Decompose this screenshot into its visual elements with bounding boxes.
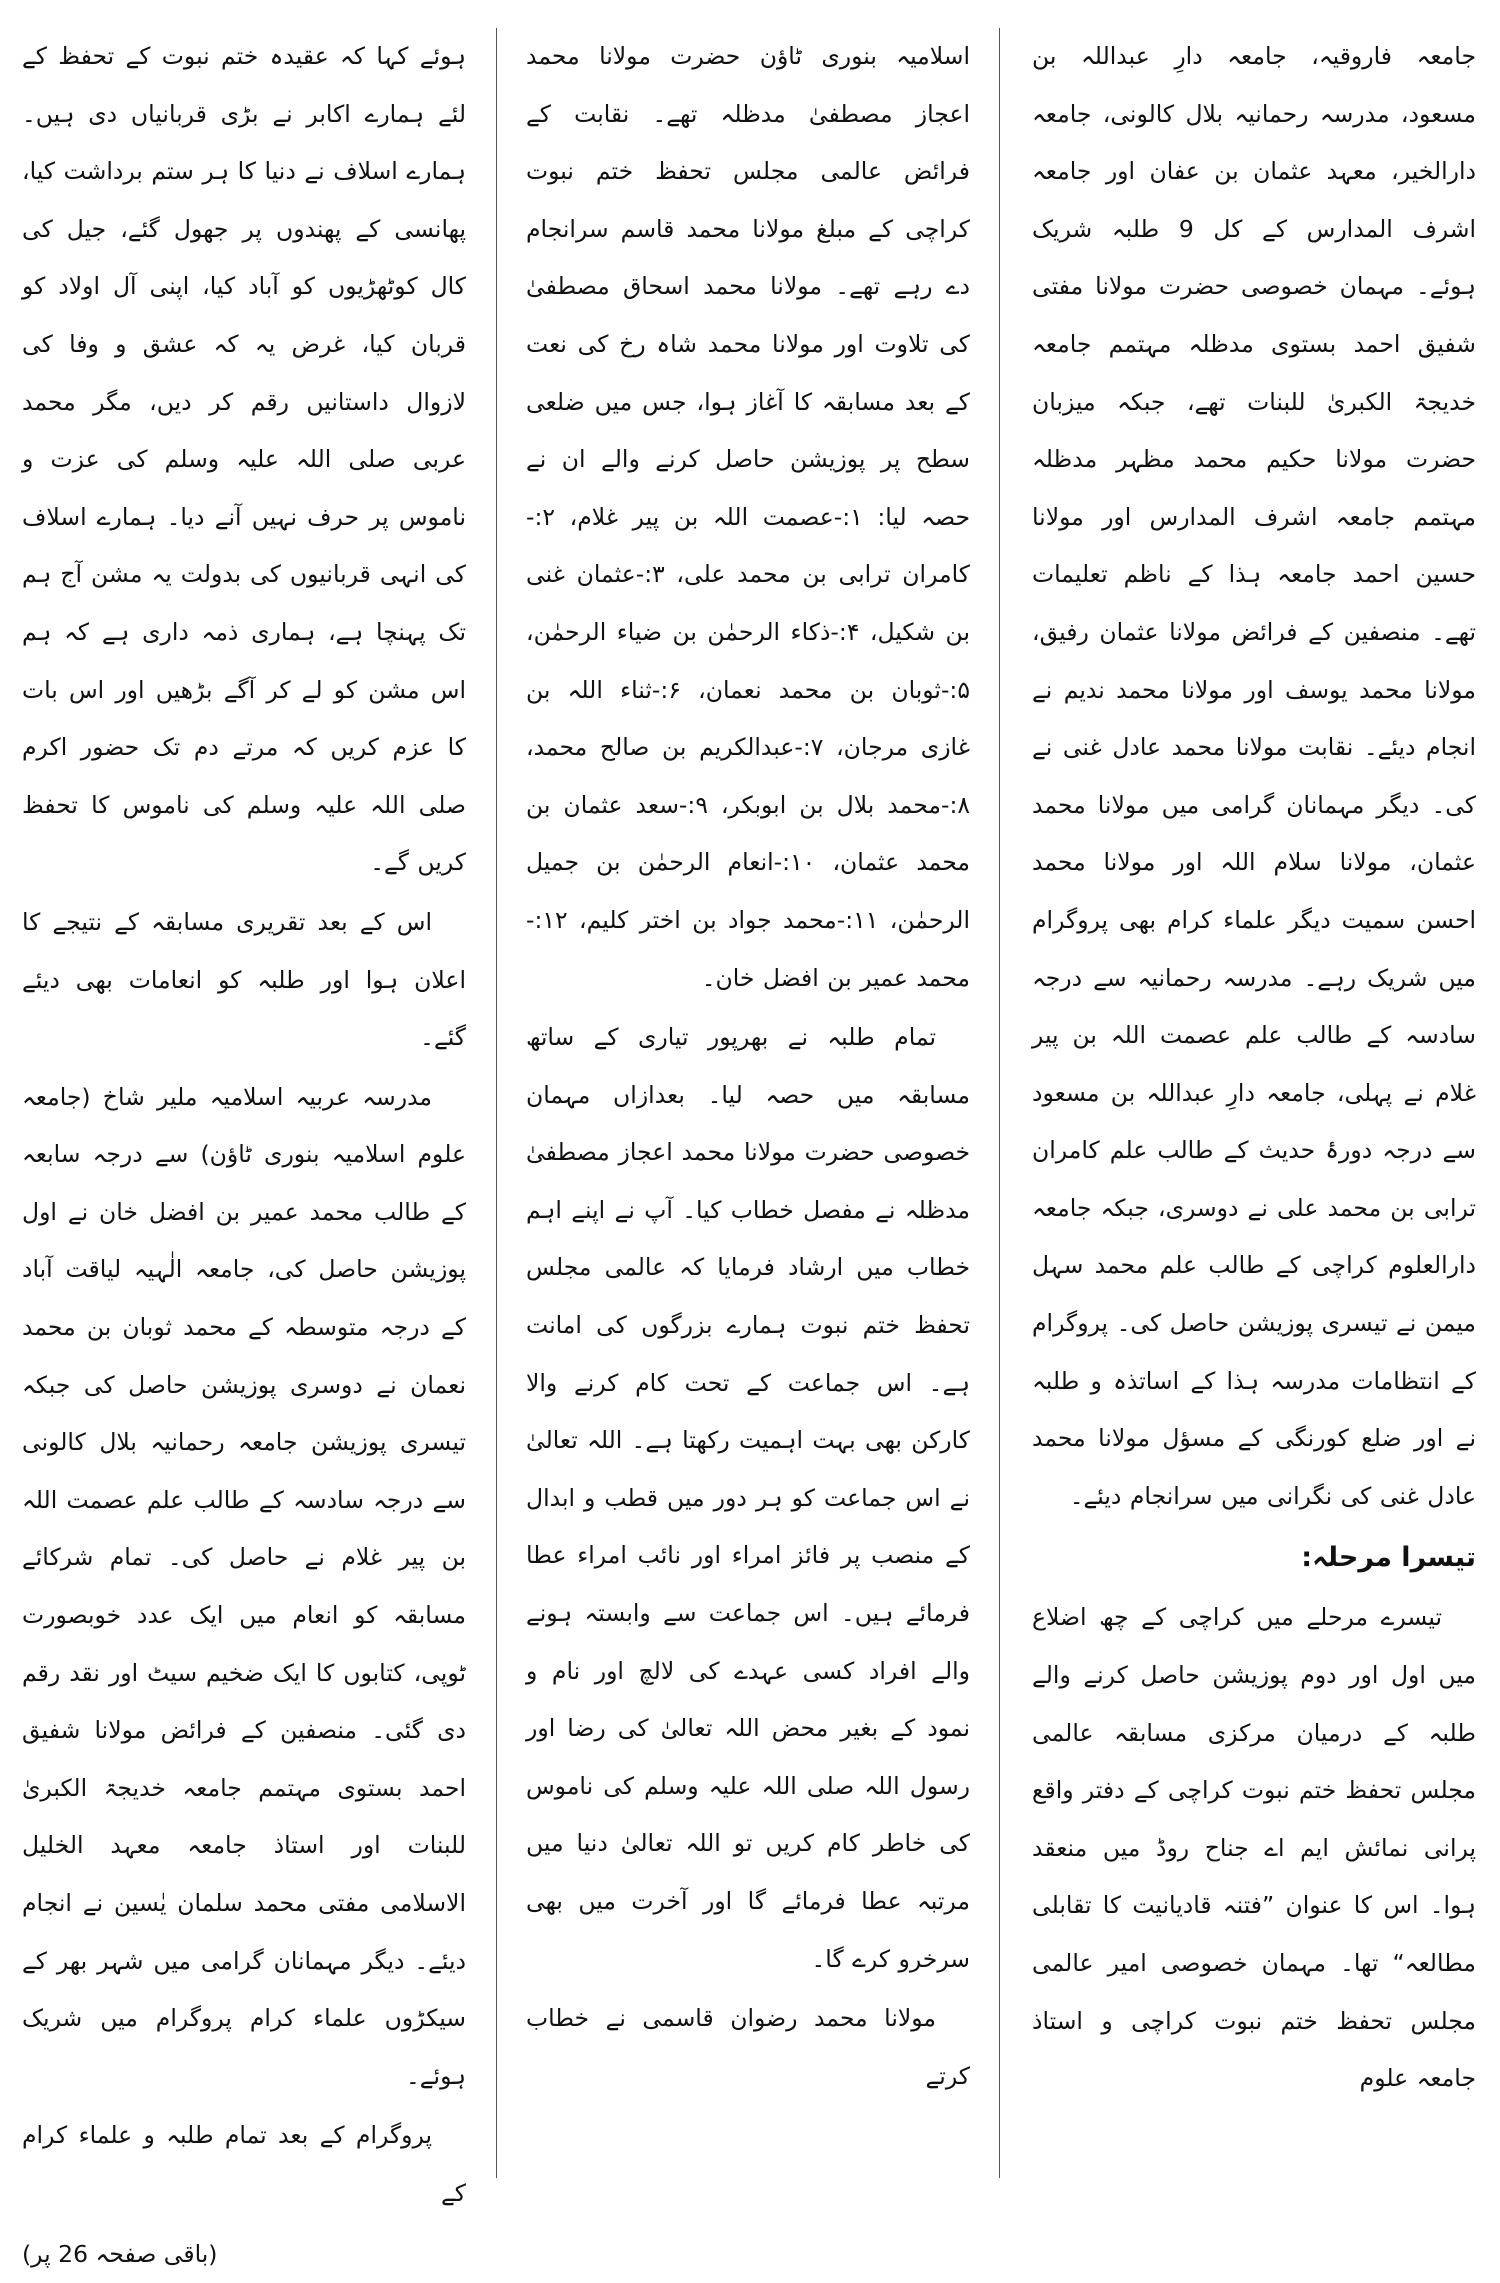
section-heading: تیسرا مرحلہ: (1301, 1542, 1476, 1574)
column-right (1032, 28, 1476, 2178)
body-paragraph: مدرسہ عربیہ اسلامیہ ملیر شاخ (جامعہ علوم اسلامیہ بنوری ٹاؤن) سے درجہ سابعہ کے طالب محمد عمیر بن افضل خان نے اول پوزیشن حاصل کی، جامعہ الٰہیہ لیاقت آباد کے درجہ متوسطہ کے محمد ثوبان بن محمد نعمان نے دوسری پوزیشن حاصل کی جبکہ تیسری پوزیشن جامعہ رحمانیہ بلال کالونی سے درجہ سادسہ کے طالب علم عصمت اللہ بن پیر غلام نے حاصل کی۔ تمام شرکائے مسابقہ کو انعام میں ایک عدد خوبصورت ٹوپی، کتابوں کا ایک ضخیم سیٹ اور نقد رقم دی گئی۔ منصفین کے فرائض مولانا شفیق احمد بستوی مہتمم جامعہ خدیجۃ الکبریٰ للبنات اور استاذ جامعہ معہد الخلیل الاسلامی مفتی محمد سلمان یٰسین نے انجام دیئے۔ دیگر مہمانان گرامی میں شہر بھر کے سیکڑوں علماء کرام پروگرام میں شریک ہوئے۔ (22, 1082, 466, 2090)
body-paragraph: مولانا محمد رضوان قاسمی نے خطاب کرتے (526, 2004, 970, 2090)
body-paragraph: تمام طلبہ نے بھرپور تیاری کے ساتھ مسابقہ میں حصہ لیا۔ بعدازاں مہمان خصوصی حضرت مولانا محمد اعجاز مصطفیٰ مدظلہ نے مفصل خطاب کیا۔ آپ نے اپنے اہم خطاب میں ارشاد فرمایا کہ عالمی مجلس تحفظ ختم نبوت ہمارے بزرگوں کی امانت ہے۔ اس جماعت کے تحت کام کرنے والا کارکن بھی بہت اہمیت رکھتا ہے۔ اللہ تعالیٰ نے اس جماعت کو ہر دور میں قطب و ابدال کے منصب پر فائز امراء اور نائب امراء عطا فرمائے ہیں۔ اس جماعت سے وابستہ ہونے والے افراد کسی عہدے کی لالچ اور نام و نمود کے بغیر محض اللہ تعالیٰ کی رضا اور رسول اللہ صلی اللہ علیہ وسلم کی ناموس کی خاطر کام کریں تو اللہ تعالیٰ دنیا میں مرتبہ عطا فرمائے گا اور آخرت میں بھی سرخرو کرے گا۔ (526, 1023, 970, 1973)
body-paragraph: تیسرے مرحلے میں کراچی کے چھ اضلاع میں اول اور دوم پوزیشن حاصل کرنے والے طلبہ کے درمیان مرکزی مسابقہ عالمی مجلس تحفظ ختم نبوت کراچی کے دفتر واقع پرانی نمائش ایم اے جناح روڈ میں منعقد ہوا۔ اس کا عنوان ”فتنہ قادیانیت کا تقابلی مطالعہ“ تھا۔ مہمان خصوصی امیر عالمی مجلس تحفظ ختم نبوت کراچی و استاذ جامعہ علوم (1032, 1603, 1476, 2093)
body-paragraph: اس کے بعد تقریری مسابقہ کے نتیجے کا اعلان ہوا اور طلبہ کو انعامات بھی دیئے گئے۔ (22, 907, 466, 1052)
continued-on-page-note: (باقی صفحہ 26 پر) (22, 2239, 218, 2268)
body-paragraph: اسلامیہ بنوری ٹاؤن حضرت مولانا محمد اعجاز مصطفیٰ مدظلہ تھے۔ نقابت کے فرائض عالمی مجلس تحفظ ختم نبوت کراچی کے مبلغ مولانا محمد قاسم سرانجام دے رہے تھے۔ مولانا محمد اسحاق مصطفیٰ کی تلاوت اور مولانا محمد شاہ رخ کی نعت کے بعد مسابقہ کا آغاز ہوا، جس میں ضلعی سطح پر پوزیشن حاصل کرنے والے ان نے حصہ لیا: ۱:-عصمت اللہ بن پیر غلام، ۲:-کامران ترابی بن محمد علی، ۳:-عثمان غنی بن شکیل، ۴:-ذکاء الرحمٰن بن ضیاء الرحمٰن، ۵:-ثوبان بن محمد نعمان، ۶:-ثناء اللہ بن غازی مرجان، ۷:-عبدالکریم بن صالح محمد، ۸:-محمد بلال بن ابوبکر، ۹:-سعد عثمان بن محمد عثمان، ۱۰:-انعام الرحمٰن بن جمیل الرحمٰن، ۱۱:-محمد جواد بن اختر کلیم، ۱۲:-محمد عمیر بن افضل خان۔ (526, 42, 970, 992)
column-middle (526, 28, 970, 2178)
body-paragraph: پروگرام کے بعد تمام طلبہ و علماء کرام کے (22, 2121, 466, 2207)
column-divider (999, 28, 1000, 2178)
column-divider (496, 28, 497, 2178)
column-left (22, 28, 466, 2268)
body-paragraph: جامعہ فاروقیہ، جامعہ دارِ عبداللہ بن مسعود، مدرسہ رحمانیہ بلال کالونی، جامعہ دارالخیر، معہد عثمان بن عفان اور جامعہ اشرف المدارس کے کل 9 طلبہ شریک ہوئے۔ مہمان خصوصی حضرت مولانا مفتی شفیق احمد بستوی مدظلہ مہتمم جامعہ خدیجۃ الکبریٰ للبنات تھے، جبکہ میزبان حضرت مولانا حکیم محمد مظہر مدظلہ مہتمم جامعہ اشرف المدارس اور مولانا حسین احمد جامعہ ہذا کے ناظم تعلیمات تھے۔ منصفین کے فرائض مولانا عثمان رفیق، مولانا محمد یوسف اور مولانا محمد ندیم نے انجام دیئے۔ نقابت مولانا محمد عادل غنی نے کی۔ دیگر مہمانان گرامی میں مولانا محمد عثمان، مولانا سلام اللہ اور مولانا محمد احسن سمیت دیگر علماء کرام بھی پروگرام میں شریک رہے۔ مدرسہ رحمانیہ سے درجہ سادسہ کے طالب علم عصمت اللہ بن پیر غلام نے پہلی، جامعہ دارِ عبداللہ بن مسعود سے درجہ دورۂ حدیث کے طالب علم کامران ترابی بن محمد علی نے دوسری، جبکہ جامعہ دارالعلوم کراچی کے طالب علم محمد سہل میمن نے تیسری پوزیشن حاصل کی۔ پروگرام کے انتظامات مدرسہ ہذا کے اساتذہ و طلبہ نے اور ضلع کورنگی کے مسؤل مولانا محمد عادل غنی کی نگرانی میں سرانجام دیئے۔ (1032, 42, 1476, 1510)
body-paragraph: ہوئے کہا کہ عقیدہ ختم نبوت کے تحفظ کے لئے ہمارے اکابر نے بڑی قربانیاں دی ہیں۔ ہمارے اسلاف نے دنیا کا ہر ستم برداشت کیا، پھانسی کے پھندوں پر جھول گئے، جیل کی کال کوٹھڑیوں کو آباد کیا، اپنی آل اولاد کو قربان کیا، غرض یہ کہ عشق و وفا کی لازوال داستانیں رقم کر دیں، مگر محمد عربی صلی اللہ علیہ وسلم کی عزت و ناموس پر حرف نہیں آنے دیا۔ ہمارے اسلاف کی انہی قربانیوں کی بدولت یہ مشن آج ہم تک پہنچا ہے، ہماری ذمہ داری ہے کہ ہم اس مشن کو لے کر آگے بڑھیں اور اس بات کا عزم کریں کہ مرتے دم تک حضور اکرم صلی اللہ علیہ وسلم کی ناموس کا تحفظ کریں گے۔ (22, 42, 466, 877)
